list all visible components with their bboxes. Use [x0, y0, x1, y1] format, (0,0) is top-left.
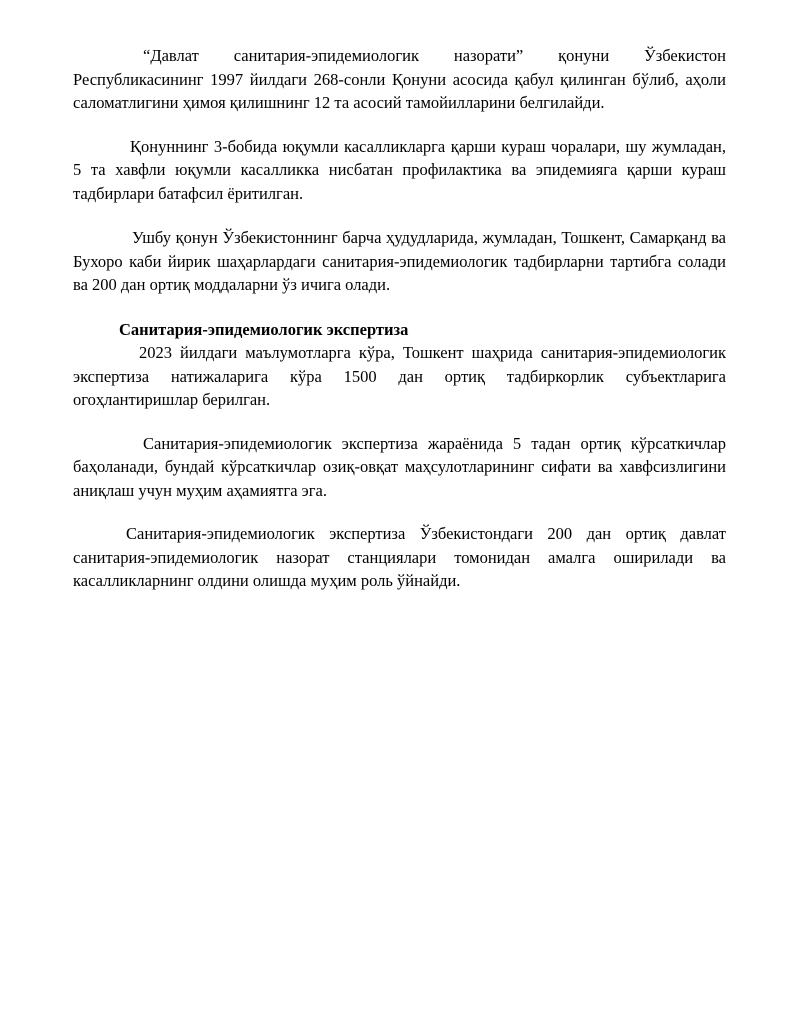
- paragraph-law-intro: “Давлат санитария-эпидемиологик назорати” қонуни Ўзбекистон Республикасининг 1997 йилдаги 268-сонли Қонуни асосида қабул қилинган бўлиб, аҳоли саломатлигини ҳимоя қилишнинг 12 та асосий тамойилларини белгилайди.: [73, 46, 726, 112]
- section-heading: Санитария-эпидемиологик экспертиза: [119, 319, 409, 339]
- paragraph-chapter-3: Қонуннинг 3-бобида юқумли касалликларга қарши кураш чоралари, шу жумладан, 5 та хавфли юқумли касалликка нисбатан профилактика ва эпидемияга қарши кураш тадбирлари батафсил ёритилган.: [73, 136, 726, 203]
- paragraph-law-scope: Ушбу қонун Ўзбекистоннинг барча ҳудудларида, жумладан, Тошкент, Самарқанд ва Бухоро каби йирик шаҳарлардаги санитария-эпидемиологик тадбирларни тартибга солади ва 200 дан ортиқ моддаларни ўз ичига олади.: [73, 228, 726, 294]
- paragraph-expertise-stations: Санитария-эпидемиологик экспертиза Ўзбекистондаги 200 дан ортиқ давлат санитария-эпидемиологик назорат станциялари томонидан амалга оширилади ва касалликларнинг олдини олишда муҳим роль ўйнайди.: [73, 524, 726, 590]
- paragraph-expertise-2023: 2023 йилдаги маълумотларга кўра, Тошкент шаҳрида санитария-эпидемиологик экспертиза натижаларига кўра 1500 дан ортиқ тадбиркорлик субъектларига огоҳлантиришлар берилган.: [73, 343, 726, 409]
- paragraph-expertise-indicators: Санитария-эпидемиологик экспертиза жараёнида 5 тадан ортиқ кўрсаткичлар баҳоланади, бундай кўрсаткичлар озиқ-овқат маҳсулотларининг сифати ва хавфсизлигини аниқлаш учун муҳим аҳамиятга эга.: [73, 433, 726, 500]
- document-body: [73, 44, 726, 593]
